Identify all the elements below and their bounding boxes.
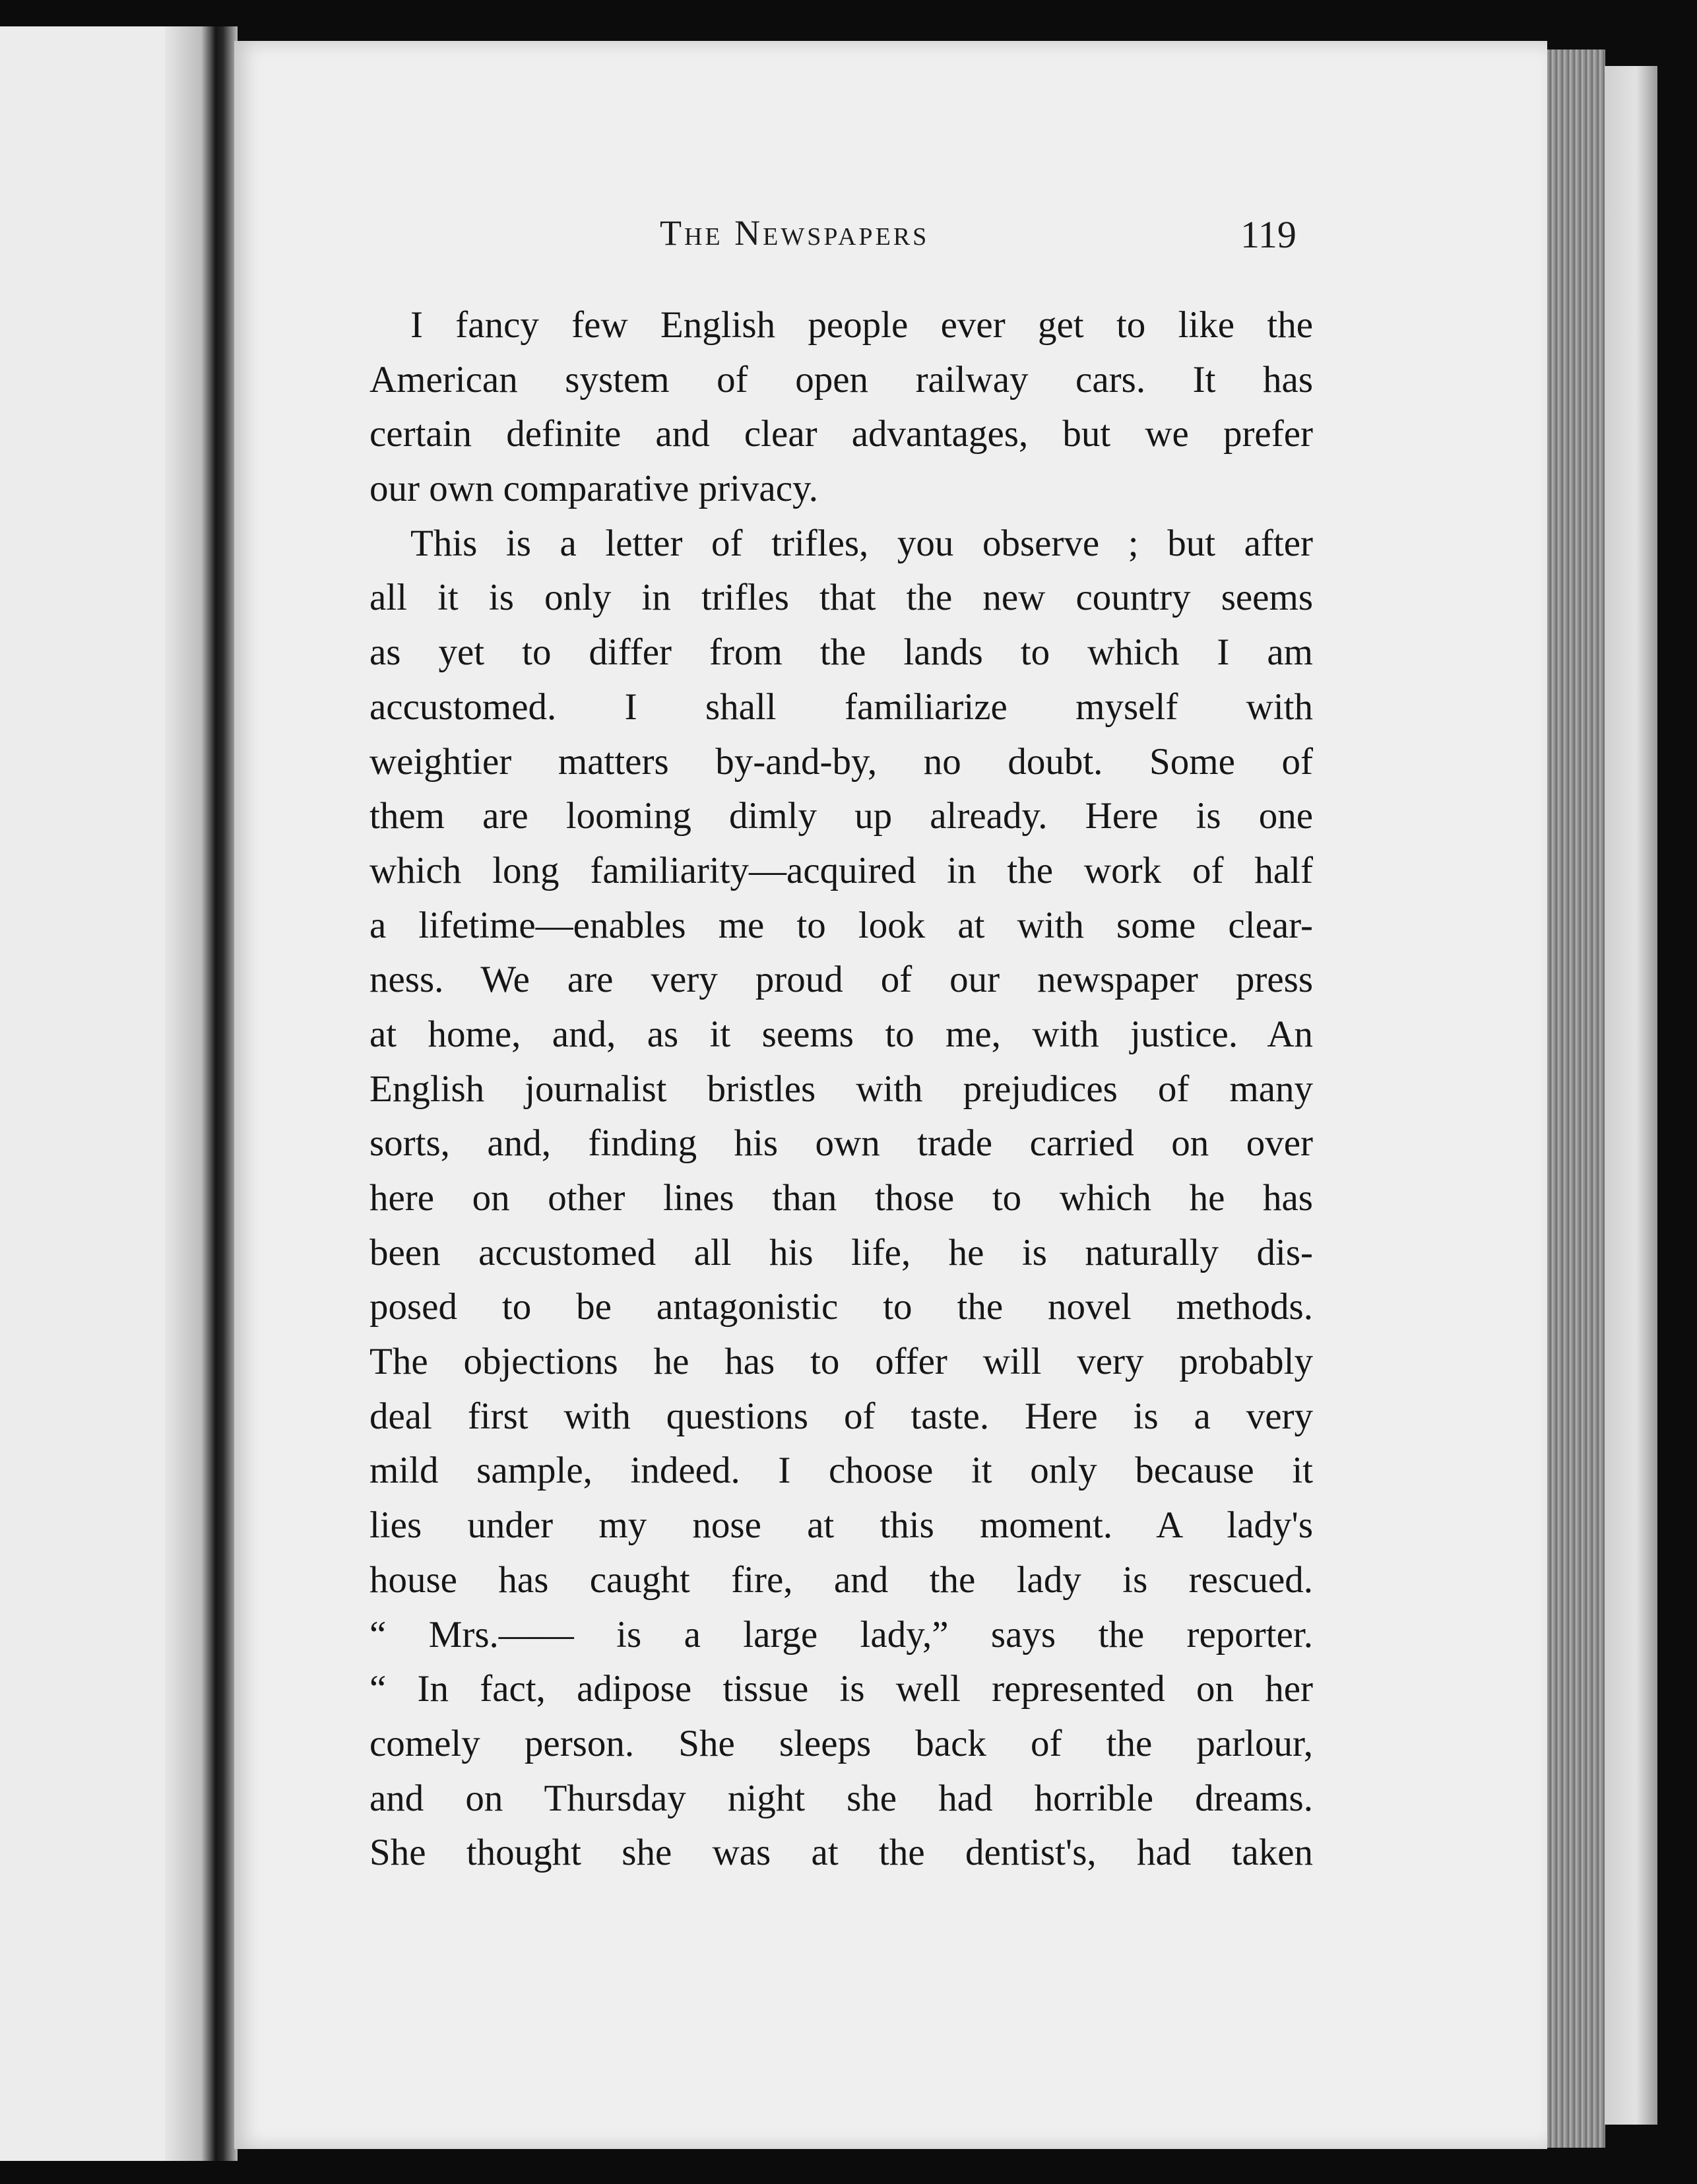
text-line: lies under my nose at this moment. A lady's: [369, 1504, 1313, 1547]
text-line: posed to be antagonistic to the novel methods.: [369, 1286, 1313, 1328]
text-line: She thought she was at the dentist's, had taken: [369, 1832, 1313, 1874]
text-line: sorts, and, finding his own trade carried on over: [369, 1122, 1313, 1165]
text-line: weightier matters by-and-by, no doubt. Some of: [369, 740, 1313, 783]
text-line: I fancy few English people ever get to like the: [410, 304, 1313, 346]
text-line: American system of open railway cars. It has: [369, 358, 1313, 401]
text-line: at home, and, as it seems to me, with justice. An: [369, 1013, 1313, 1055]
text-line: all it is only in trifles that the new country seems: [369, 577, 1313, 619]
text-line: accustomed. I shall familiarize myself with: [369, 686, 1313, 728]
text-line: here on other lines than those to which he has: [369, 1177, 1313, 1219]
text-line: comely person. She sleeps back of the parlour,: [369, 1722, 1313, 1764]
running-head-title: The Newspapers: [660, 213, 930, 253]
text-line: them are looming dimly up already. Here is one: [369, 795, 1313, 837]
paragraph: [369, 517, 1313, 1880]
text-line: been accustomed all his life, he is naturally dis-: [369, 1231, 1313, 1273]
page-number: 119: [1240, 213, 1297, 256]
text-line: certain definite and clear advantages, but we prefer: [369, 413, 1313, 455]
body-text: [369, 298, 1313, 1880]
text-line: “ In fact, adipose tissue is well represented on her: [369, 1668, 1313, 1710]
text-line: our own comparative privacy.: [369, 468, 819, 510]
text-line: English journalist bristles with prejudices of many: [369, 1068, 1313, 1110]
text-line: This is a letter of trifles, you observe ; but after: [410, 522, 1313, 564]
text-line: which long familiarity—acquired in the work of half: [369, 849, 1313, 891]
text-line: The objections he has to offer will very probably: [369, 1341, 1313, 1383]
text-line: mild sample, indeed. I choose it only because it: [369, 1450, 1313, 1492]
text-line: ness. We are very proud of our newspaper press: [369, 959, 1313, 1001]
text-line: as yet to differ from the lands to which I am: [369, 631, 1313, 674]
text-line: house has caught fire, and the lady is rescued.: [369, 1558, 1313, 1601]
text-line: and on Thursday night she had horrible dreams.: [369, 1777, 1313, 1819]
text-line: “ Mrs.—— is a large lady,” says the reporter.: [369, 1613, 1313, 1655]
text-line: deal first with questions of taste. Here is a very: [369, 1395, 1313, 1437]
text-line: a lifetime—enables me to look at with some clear-: [369, 904, 1313, 946]
paragraph: [369, 298, 1313, 517]
